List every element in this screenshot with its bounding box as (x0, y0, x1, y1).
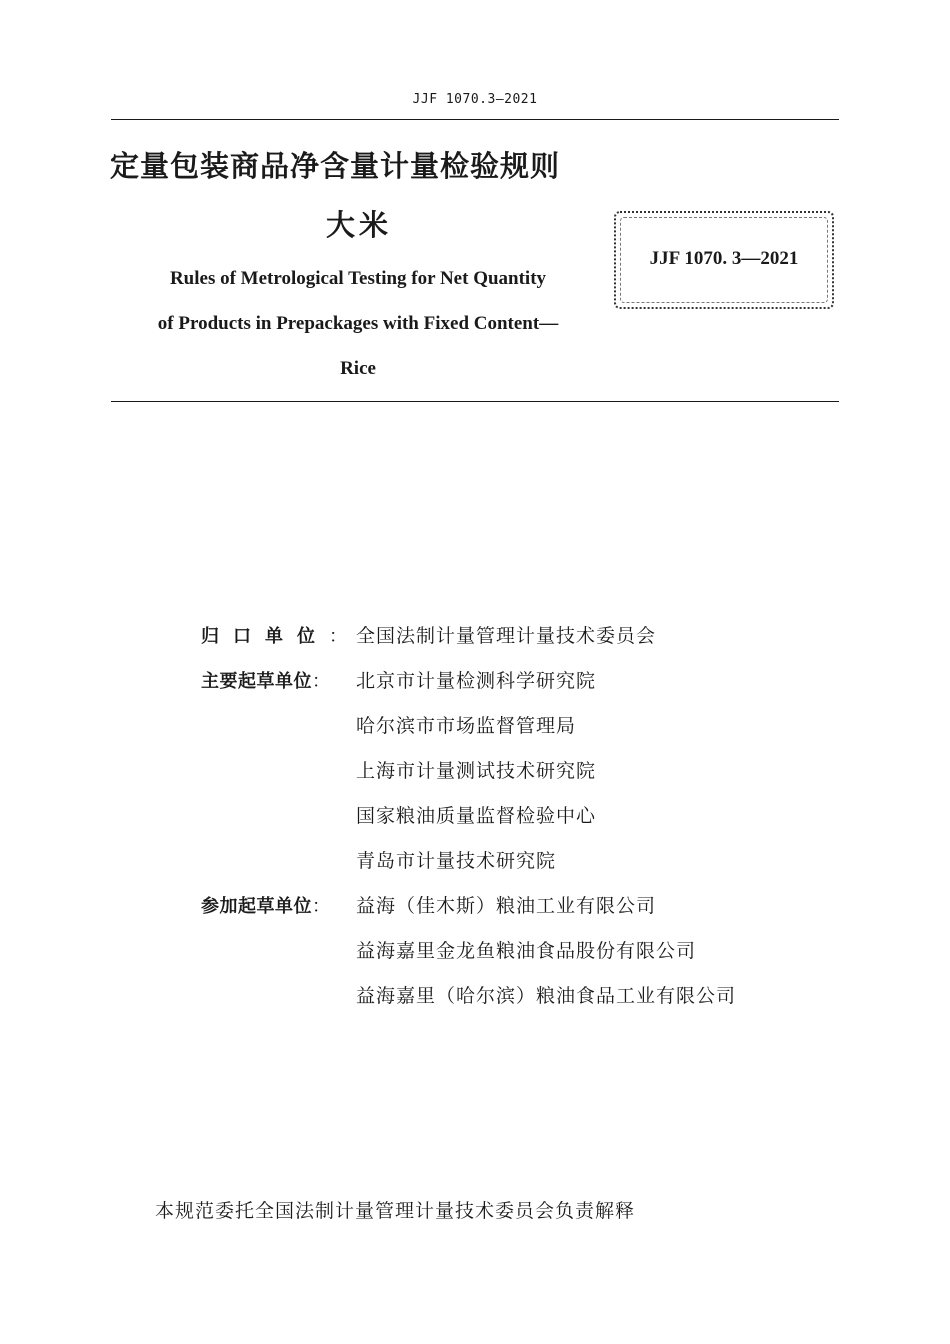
participating-unit-label: 参加起草单位： (201, 895, 330, 917)
participating-unit-value: 益海嘉里金龙鱼粮油食品股份有限公司 (356, 940, 697, 962)
responsible-unit-value: 全国法制计量管理计量技术委员会 (356, 625, 657, 647)
interpretation-note: 本规范委托全国法制计量管理计量技术委员会负责解释 (155, 1200, 636, 1222)
title-chinese: 定量包装商品净含量计量检验规则 (110, 149, 561, 183)
main-drafting-unit-value: 上海市计量测试技术研究院 (356, 760, 597, 782)
title-english (111, 256, 605, 391)
bottom-divider (111, 401, 839, 402)
participating-unit-value: 益海（佳木斯）粮油工业有限公司 (356, 895, 657, 917)
main-drafting-unit-value: 青岛市计量技术研究院 (356, 850, 557, 872)
main-drafting-unit-row (201, 837, 736, 882)
main-drafting-unit-row (201, 747, 736, 792)
title-english-line-2: of Products in Prepackages with Fixed Content— (157, 313, 559, 334)
drafting-units (201, 612, 736, 1017)
main-drafting-unit-value: 北京市计量检测科学研究院 (356, 670, 597, 692)
standard-code-box (614, 211, 834, 309)
main-drafting-unit-value: 哈尔滨市市场监督管理局 (356, 715, 577, 737)
main-drafting-unit-row (201, 657, 736, 702)
standard-code-box-text: JJF 1070. 3—2021 (649, 248, 799, 269)
participating-unit-row (201, 882, 736, 927)
title-english-line-3: Rice (340, 358, 376, 379)
main-drafting-unit-label: 主要起草单位： (201, 670, 330, 692)
subtitle-chinese: 大米 (326, 208, 393, 242)
header-standard-code: JJF 1070.3—2021 (412, 92, 538, 107)
responsible-unit-row (201, 612, 736, 657)
responsible-unit-label: 归口单位： (201, 625, 347, 647)
main-drafting-unit-value: 国家粮油质量监督检验中心 (356, 805, 597, 827)
main-drafting-unit-row (201, 792, 736, 837)
participating-unit-row (201, 972, 736, 1017)
main-drafting-unit-row (201, 702, 736, 747)
title-english-line-1: Rules of Metrological Testing for Net Quantity (169, 268, 547, 289)
participating-unit-value: 益海嘉里（哈尔滨）粮油食品工业有限公司 (356, 985, 737, 1007)
top-divider (111, 119, 839, 120)
participating-unit-row (201, 927, 736, 972)
